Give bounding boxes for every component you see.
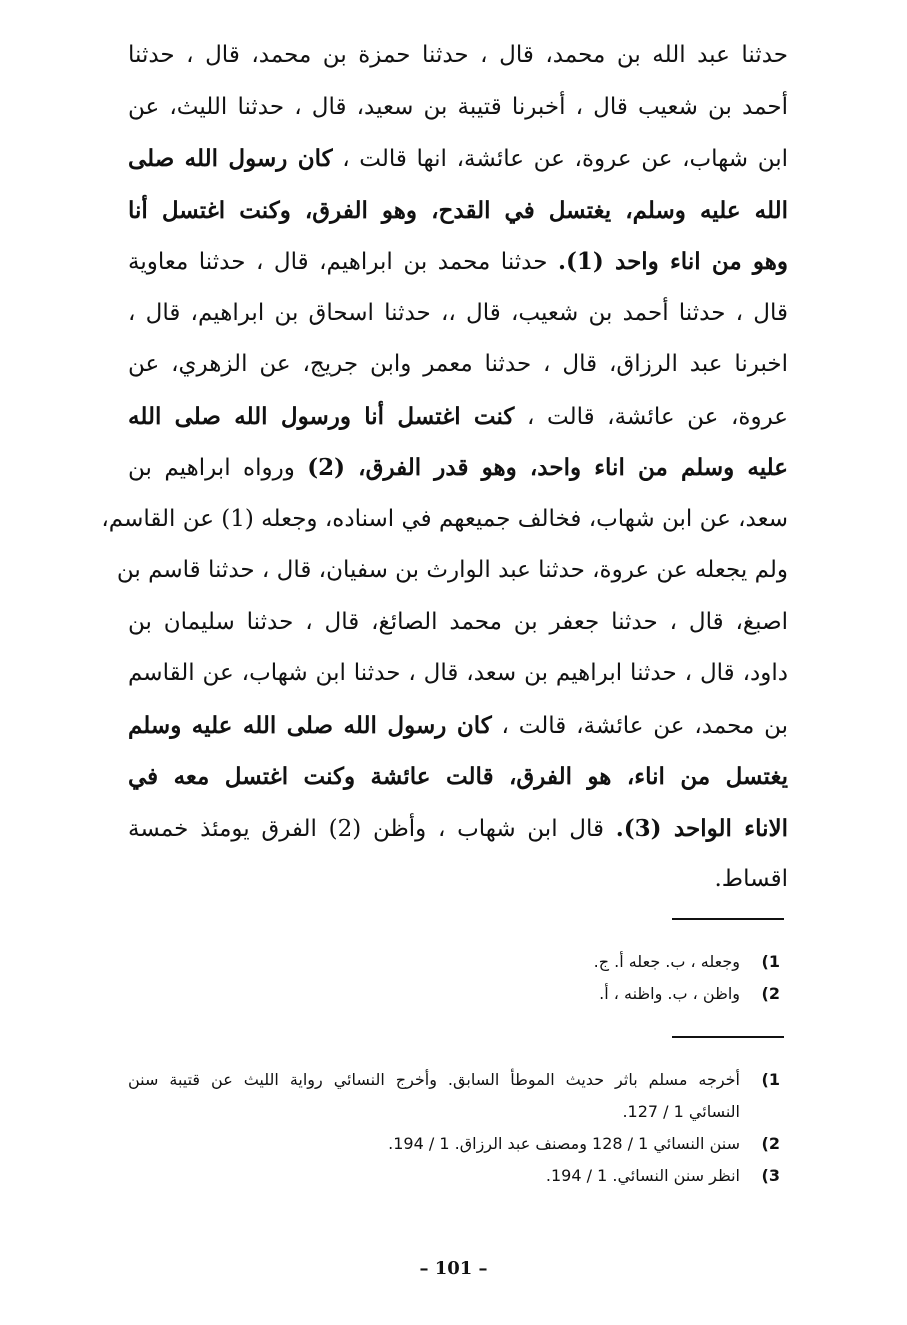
- text-segment: ورواه ابراهيم بن: [128, 455, 308, 481]
- text-line: [128, 339, 788, 391]
- text-line: [128, 82, 788, 134]
- hadith-text-bold: وهو من اناء واحد (1).: [557, 248, 788, 275]
- text-segment: عروة، عن عائشة، قالت ،: [514, 403, 788, 430]
- text-line: [128, 30, 788, 82]
- note-number: 2): [761, 1134, 780, 1153]
- text-line: [128, 700, 788, 752]
- hadith-text-bold: كان رسول الله صلى: [128, 145, 333, 172]
- note-number: 1): [761, 952, 780, 971]
- hadith-text-bold: عليه وسلم من اناء واحد، وهو قدر الفرق، (2): [307, 454, 788, 481]
- text-segment: قال ، حدثنا أحمد بن شعيب، قال ،، حدثنا اسحاق بن ابراهيم، قال ،: [128, 299, 788, 326]
- text-line: [116, 545, 788, 597]
- text-line: [128, 185, 788, 237]
- footnote-separator-top: [672, 918, 784, 920]
- text-segment: ولم يجعله عن عروة، حدثنا عبد الوارث بن سفيان، قال ، حدثنا قاسم بن: [116, 557, 788, 583]
- source-notes: [128, 1064, 780, 1192]
- note-number: 1): [761, 1070, 780, 1089]
- text-segment: حدثنا عبد الله بن محمد، قال ، حدثنا حمزة بن محمد، قال ، حدثنا: [128, 42, 788, 68]
- hadith-text-bold: الله عليه وسلم، يغتسل في القدح، وهو الفرق، وكنت اغتسل أنا: [128, 196, 788, 224]
- note-text: وجعله ، ب. جعله أ. ج.: [593, 952, 740, 971]
- text-line: [128, 648, 788, 700]
- text-segment: حدثنا محمد بن ابراهيم، قال ، حدثنا معاوية: [128, 249, 558, 275]
- text-line: [128, 442, 788, 494]
- hadith-text-bold: يغتسل من اناء، هو الفرق، قالت عائشة وكنت اغتسل معه في: [128, 763, 788, 790]
- text-segment: قال ابن شهاب ، وأظن (2) الفرق يومئذ خمسة: [128, 815, 616, 842]
- text-line: [128, 133, 788, 185]
- variant-note: [440, 978, 780, 1010]
- hadith-text-bold: كنت اغتسل أنا ورسول الله صلى الله: [128, 402, 515, 430]
- footnote-separator-bottom: [672, 1036, 784, 1038]
- note-text: أخرجه مسلم باثر حديث الموطأ السابق. وأخرج النسائي رواية الليث عن قتيبة سنن: [128, 1070, 740, 1089]
- text-line: [128, 854, 788, 906]
- text-segment: ابن شهاب، عن عروة، عن عائشة، انها قالت ،: [332, 146, 789, 172]
- text-line: [128, 391, 788, 443]
- text-line: [128, 751, 788, 803]
- hadith-text-bold: الاناء الواحد (3).: [615, 814, 788, 842]
- hadith-text-bold: كان رسول الله صلى الله عليه وسلم: [128, 711, 492, 739]
- text-segment: داود، قال ، حدثنا ابراهيم بن سعد، قال ، حدثنا ابن شهاب، عن القاسم: [128, 660, 788, 686]
- variant-note: [440, 946, 780, 978]
- text-segment: اخبرنا عبد الرزاق، قال ، حدثنا معمر وابن جريج، عن الزهري، عن: [128, 351, 788, 377]
- source-note: [128, 1064, 780, 1096]
- source-note-continuation: [128, 1096, 780, 1128]
- source-note: [128, 1160, 780, 1192]
- text-line: [128, 288, 788, 340]
- text-line: [128, 803, 788, 855]
- page-number: – 101 –: [419, 1258, 488, 1279]
- main-body-text: [101, 30, 789, 906]
- note-text: سنن النسائي 1 / 128 ومصنف عبد الرزاق. 1 / 194.: [388, 1134, 740, 1153]
- text-segment: أحمد بن شعيب قال ، أخبرنا قتيبة بن سعيد، قال ، حدثنا الليث، عن: [128, 93, 788, 120]
- text-segment: بن محمد، عن عائشة، قالت ،: [491, 712, 788, 739]
- text-segment: سعد، عن ابن شهاب، فخالف جميعهم في اسناده، وجعله (1) عن القاسم،: [101, 505, 788, 532]
- text-segment: اصبغ، قال ، حدثنا جعفر بن محمد الصائغ، قال ، حدثنا سليمان بن: [128, 608, 788, 635]
- variant-notes: [440, 946, 780, 1010]
- note-text: انظر سنن النسائي. 1 / 194.: [545, 1166, 740, 1185]
- note-number: 2): [761, 984, 780, 1003]
- text-line: [128, 236, 788, 288]
- text-line: [128, 597, 788, 649]
- text-line: [101, 494, 788, 546]
- text-segment: اقساط.: [714, 866, 788, 892]
- note-text: واظن ، ب. واظنه ، أ.: [599, 984, 740, 1003]
- note-number: 3): [761, 1166, 780, 1185]
- source-note: [128, 1128, 780, 1160]
- note-text: النسائي 1 / 127.: [622, 1102, 740, 1121]
